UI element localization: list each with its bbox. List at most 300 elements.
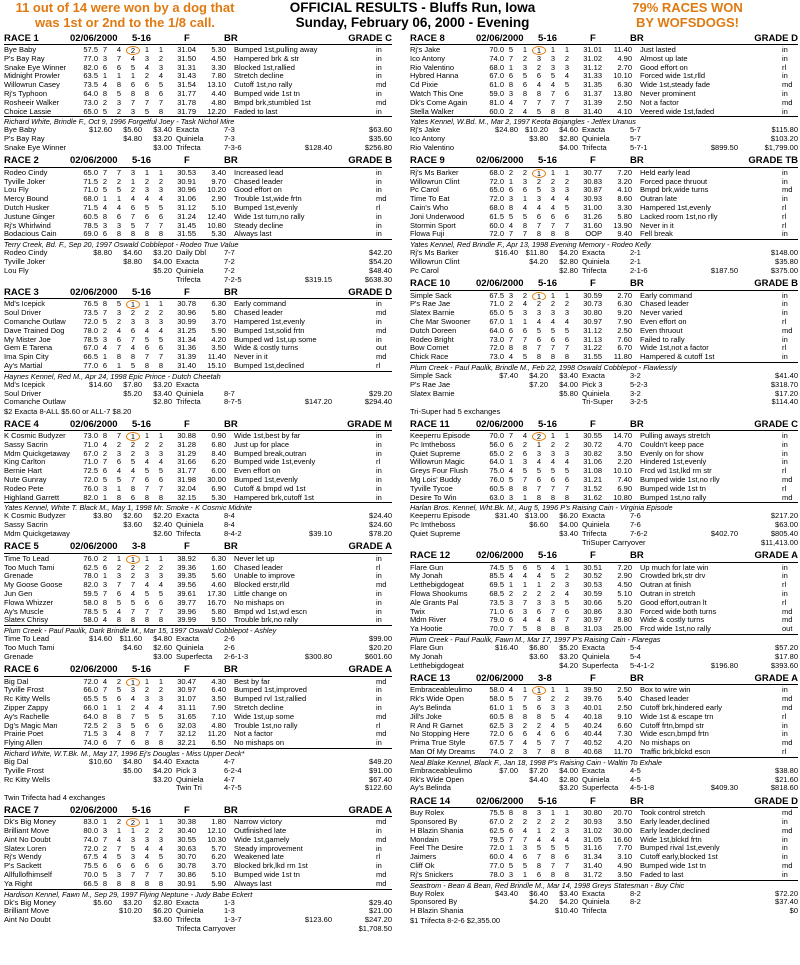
running-comment: Bumped 1st,declined [234,361,305,370]
odds: 4.80 [211,721,226,730]
dog-name: Tyville Frost [4,686,45,695]
dog-weight: 56.0 [489,440,504,449]
entry-row [4,476,392,485]
spacer [632,836,640,845]
running-comment: Wide escn,bmpd frtn [640,730,709,739]
call-position: 6 [116,458,122,467]
running-comment: Bumped rvl 1st,rallied [234,695,307,704]
run-time: 31.25 [177,326,196,335]
call-position: 3 [536,309,542,318]
show-payout: $3.40 [153,126,172,135]
wager-extra [678,512,738,521]
track-position: rl [782,581,787,590]
call-position: 6 [550,730,556,739]
running-comment: Just up for place [234,440,290,449]
race-date: 02/06/2000 [70,664,118,676]
call-position: 2 [116,677,122,686]
entry-row [410,625,798,634]
finish-column-label: F [184,418,190,430]
call-position: 4 [536,203,542,212]
call-position: 1 [536,440,542,449]
entry-row [4,845,392,854]
odds: 2.90 [617,572,632,581]
call-position: 3 [116,98,122,107]
call-position: 6 [564,476,570,485]
entry-row [4,494,392,503]
running-comment: Bmpd brk,wide turns [640,186,709,195]
entry-row [4,458,392,467]
place-payout: $3.20 [123,898,142,907]
odds: 3.30 [617,607,632,616]
race-grade: GRADE A [348,804,392,816]
winner-info: Plum Creek - Paul Paulik, Fawn M., Mar 17, 1997 P's Raising Cain - Flaregas [410,634,798,644]
spacer [632,730,640,739]
call-position: 6 [158,344,164,353]
call-position: 3 [130,317,136,326]
payout-row [4,907,392,916]
show-payout: $4.80 [153,635,172,644]
running-comment: No mishaps on [234,739,285,748]
call-position: 6 [144,721,150,730]
spacer [632,353,640,362]
spacer [632,90,640,99]
dog-name: Quiet Supreme [410,449,461,458]
odds: 7.80 [211,72,226,81]
run-time: 30.91 [177,177,196,186]
call-position: 7 [102,309,108,318]
dog-weight: 57.5 [83,46,98,54]
call-position: 1 [550,432,556,441]
call-position: 8 [508,484,514,493]
dog-weight: 78.0 [489,870,504,879]
odds: 3.30 [211,63,226,72]
running-comment: Wide & costly turns [234,344,299,353]
payout-row [4,653,392,662]
wager-combo: 6-2-4 [224,766,242,775]
dog-name: Dutch Husker [4,203,50,212]
running-comment: Outran in stretch [640,590,696,599]
track-position: md [376,98,387,107]
call-position: 2 [130,704,136,713]
show-payout: $2.80 [153,398,172,407]
dog-weight: 77.0 [83,361,98,370]
dog-name: Sponsored By [410,817,458,826]
odds: 10.10 [613,467,632,476]
spacer [226,871,234,880]
race-block [4,286,392,416]
dog-weight: 69.0 [83,230,98,239]
call-position: 7 [130,98,136,107]
run-time: 30.86 [583,607,602,616]
running-comment: Frcd wide 1st,no rally [640,625,711,634]
run-time: 30.53 [177,168,196,177]
track-position: rl [376,458,381,467]
running-comment: Bumped 1st,no rally [640,493,707,502]
wager-combo [630,907,678,916]
dog-weight: 72.0 [489,177,504,186]
wager-payout: $318.70 [770,380,798,389]
entry-row [410,178,798,187]
odds: 15.10 [207,361,226,370]
dog-name: Rc Kitty Wells [4,695,51,704]
running-comment: Not a factor [234,730,273,739]
dog-name: Stella Walker [410,107,454,116]
call-position: 8 [158,616,164,625]
call-position: 2 [536,721,542,730]
running-comment: Hampered 1st,evenly [234,317,305,326]
call-position: 2 [550,590,556,599]
call-position: 4 [158,326,164,335]
running-comment: Increased lead [234,168,284,177]
track-position: in [376,598,382,607]
call-position: 2 [116,177,122,186]
track-position: in [376,572,382,581]
dog-weight: 63.0 [489,493,504,502]
call-position: 1 [550,809,556,818]
dog-weight: 68.0 [489,203,504,212]
dog-name: No Stopping Here [410,730,470,739]
wager-combo: 4-7-5 [224,784,242,793]
call-position: 6 [158,598,164,607]
wager-type: TriSuper Carryover [582,538,646,547]
run-time: 30.78 [177,862,196,871]
wager-type: Exacta [582,512,605,521]
dog-name: Buy Rolex [410,809,445,818]
call-position: 4 [564,317,570,326]
dog-name: Ya Right [4,879,33,888]
running-comment: Even effort on [640,317,687,326]
entry-row [410,327,798,336]
winner-info: Terry Creek, Bd. F., Sep 20, 1997 Oswald Cobblepot - Rodeo True Value [4,239,392,249]
call-position: 2 [508,107,514,116]
dog-name: Feel The Desire [410,844,464,853]
place-payout [518,530,548,539]
call-position: 8 [536,353,542,362]
spacer [226,81,234,90]
call-position: 7 [144,870,150,879]
wager-extra: $128.40 [304,143,332,152]
payout-dog: Rc Kitty Wells [4,775,51,784]
call-position: 7 [158,870,164,879]
dog-name: K Cosmic Budyzer [4,432,66,441]
running-comment: Traffic brk,blckd escn [640,748,711,756]
running-comment: Bumped 1st,evenly [234,203,298,212]
payout-row [4,267,392,276]
call-position: 8 [144,230,150,239]
track-position: in [782,686,788,695]
entry-row [410,713,798,722]
spacer [226,704,234,713]
odds: 4.10 [617,107,632,116]
call-position: 3 [102,335,108,344]
wager-combo: 1-3 [224,898,235,907]
finish-column-label: F [590,418,596,430]
running-comment: Forced pace thruout [640,177,708,186]
wager-extra [272,907,332,916]
payouts [4,249,392,284]
dog-name: Flowa Whizzer [4,598,54,607]
payout-dog [4,276,82,285]
show-payout: $4.00 [559,521,578,530]
odds: 14.70 [613,432,632,441]
win-payout [488,521,518,530]
wager-type: Twin Tri [176,784,202,793]
race-date: 02/06/2000 [476,32,524,44]
call-position: 8 [550,493,556,502]
dog-name: Flowa Shookums [410,590,468,599]
wager-combo: 5-4-1-2 [630,661,655,670]
running-comment: Forced wide 1st,rlld [640,72,706,81]
spacer [632,432,640,441]
dog-weight: 62.5 [489,826,504,835]
place-payout [112,144,142,153]
wager-payout: $11,413.00 [761,538,798,547]
race-grade: GRADE A [348,664,392,676]
call-position: 1 [564,686,570,695]
race-number: RACE 4 [4,418,39,430]
break-column-label: BR [630,32,644,44]
wager-payout: $294.40 [364,398,392,407]
call-position: 6 [522,326,528,335]
call-position: 7 [102,46,108,54]
break-column-label: BR [630,278,644,290]
place-payout [518,539,548,548]
call-position: 4 [130,344,136,353]
spacer [226,441,234,450]
odds: 5.70 [211,844,226,853]
call-position: 3 [130,686,136,695]
finish-column-label: F [590,795,596,807]
wager-combo: 5-4 [630,652,641,661]
place-payout [112,530,142,539]
call-position: 5 [508,46,514,54]
call-position: 1 [508,458,514,467]
dog-name: My Goose Goose [4,581,63,590]
payout-row [4,144,392,153]
call-position: 4 [116,835,122,844]
break-column-label: BR [630,795,644,807]
spacer [632,169,640,178]
dog-name: Pc Imtheboss [410,440,456,449]
show-payout: $5.80 [559,389,578,398]
running-comment: Always last [234,879,272,888]
show-payout [142,925,172,934]
track-position: in [376,300,382,309]
wager-payout: $63.60 [369,126,392,135]
finish-column-label: F [184,32,190,44]
race-block [410,155,798,276]
wager-combo: 2-1-6 [630,266,648,275]
odds: 4.90 [617,54,632,63]
spacer [226,458,234,467]
call-position: 7 [522,230,528,239]
spacer [226,695,234,704]
show-payout: $3.20 [559,784,578,793]
race-grade: GRADE M [347,418,392,430]
call-position: 7 [550,739,556,748]
wager-extra [678,249,738,258]
entry-row [4,318,392,327]
call-position: 1 [564,291,570,300]
show-payout: $4.00 [559,143,578,152]
run-time: 40.44 [583,730,602,739]
odds: 3.30 [617,203,632,212]
call-position: 3 [102,826,108,835]
wager-type: Trifecta [582,143,607,152]
call-position: 5 [550,572,556,581]
call-position: 8 [508,81,514,90]
payout-dog: P's Bay Ray [4,135,45,144]
dog-name: Allfullofhimself [4,870,52,879]
wager-combo: 2-6 [224,635,235,644]
payout-row [410,126,798,135]
call-position: 4 [508,353,514,362]
dog-name: Cain's Who [410,203,449,212]
run-time: 30.83 [583,177,602,186]
dog-name: Prairie Poet [4,730,44,739]
show-payout: $3.40 [153,389,172,398]
track-position: md [782,476,793,485]
call-position: 4 [550,721,556,730]
call-position: 7 [102,590,108,599]
race-distance: 5-16 [538,795,558,807]
call-position: 7 [536,221,542,230]
show-payout: $4.20 [559,898,578,907]
dog-name: Jill's Joke [410,712,442,721]
race-header [410,550,798,563]
running-comment: Faded to last [640,870,684,879]
spacer [632,72,640,81]
run-time: 31.45 [177,221,196,230]
payout-row [4,758,392,767]
run-time: 31.52 [583,484,602,493]
wager-extra [272,135,332,144]
call-position: 7 [158,221,164,230]
odds: 12.20 [207,107,226,116]
spacer [226,213,234,222]
call-position: 6 [564,212,570,221]
entry-row [4,336,392,345]
race-notes [410,916,798,925]
dog-weight: 73.5 [83,81,98,90]
wager-extra: $196.80 [710,661,738,670]
run-time: 39.36 [177,563,196,572]
dog-weight: 64.0 [489,458,504,467]
run-time: 31.26 [583,212,602,221]
call-position: 8 [116,81,122,90]
spacer [632,590,640,599]
call-position: 7 [102,168,108,177]
call-position: 6 [116,335,122,344]
odds: 17.30 [207,590,226,599]
call-position: 1 [102,353,108,362]
call-position: 5 [130,721,136,730]
dog-name: Nute Gunray [4,476,47,485]
call-position: 7 [144,607,150,616]
call-position: 6 [130,862,136,871]
call-position: 7 [116,432,122,441]
dog-name: Ay's Belinda [410,704,451,713]
dog-weight: 77.0 [83,54,98,63]
dog-name: Ay's Martial [4,361,43,370]
call-position: 2 [102,449,108,458]
entry-row [410,722,798,731]
call-position: 4 [550,81,556,90]
wager-payout: $217.20 [770,512,798,521]
wager-payout: $114.40 [771,398,798,407]
entry-row [4,204,392,213]
dog-name: Midnight Prowler [4,72,60,81]
call-position: 3 [508,870,514,879]
odds: 4.80 [211,98,226,107]
payout-dog: Rodeo Cindy [4,249,48,258]
place-payout: $3.80 [529,135,548,144]
call-position: 5 [536,326,542,335]
odds: 6.20 [211,458,226,467]
wager-extra [272,644,332,653]
call-position: 7 [564,344,570,353]
call-position: 4 [550,317,556,326]
run-time: 30.99 [177,317,196,326]
entry-row [4,46,392,55]
call-position: 4 [550,458,556,467]
track-position: in [782,89,788,98]
odds: 3.50 [617,870,632,879]
call-position: 6 [536,870,542,879]
race-header [4,286,392,299]
payout-row [410,249,798,258]
track-position: in [376,476,382,485]
call-position: 3 [130,107,136,116]
call-position: 3 [522,748,528,756]
entry-row [4,353,392,362]
spacer [632,300,640,309]
dog-name: Joni Underwood [410,212,465,221]
call-position: 2 [508,449,514,458]
entry-row [410,458,798,467]
call-position: 7 [550,344,556,353]
entry-row [4,581,392,590]
dog-name: R And R Garnet [410,721,463,730]
show-payout: $3.00 [153,652,172,661]
call-position: 3 [158,695,164,704]
spacer [632,46,640,55]
call-position: 7 [508,54,514,63]
track-position: md [782,616,793,625]
running-comment: No mishaps on [640,739,691,748]
call-position: 4 [158,458,164,467]
call-position: 2 [536,817,542,826]
run-time: 31.35 [583,81,602,90]
dog-weight: 72.0 [83,844,98,853]
payout-row [410,390,798,399]
call-position: 2 [102,721,108,730]
wager-payout: $49.20 [369,758,392,766]
finish-column-label: F [184,664,190,676]
call-position: 4 [116,203,122,212]
call-position: 7 [564,616,570,625]
track-position: rl [782,212,787,221]
dog-weight: 71.5 [83,730,98,739]
entry-row [410,441,798,450]
odds: 8.80 [617,616,632,625]
wager-payout: $115.80 [771,126,798,135]
win-payout [488,653,518,662]
call-position: 1 [102,72,108,81]
wager-type: Pick 3 [582,380,603,389]
call-position: 3 [564,704,570,713]
break-column-label: BR [630,550,644,562]
